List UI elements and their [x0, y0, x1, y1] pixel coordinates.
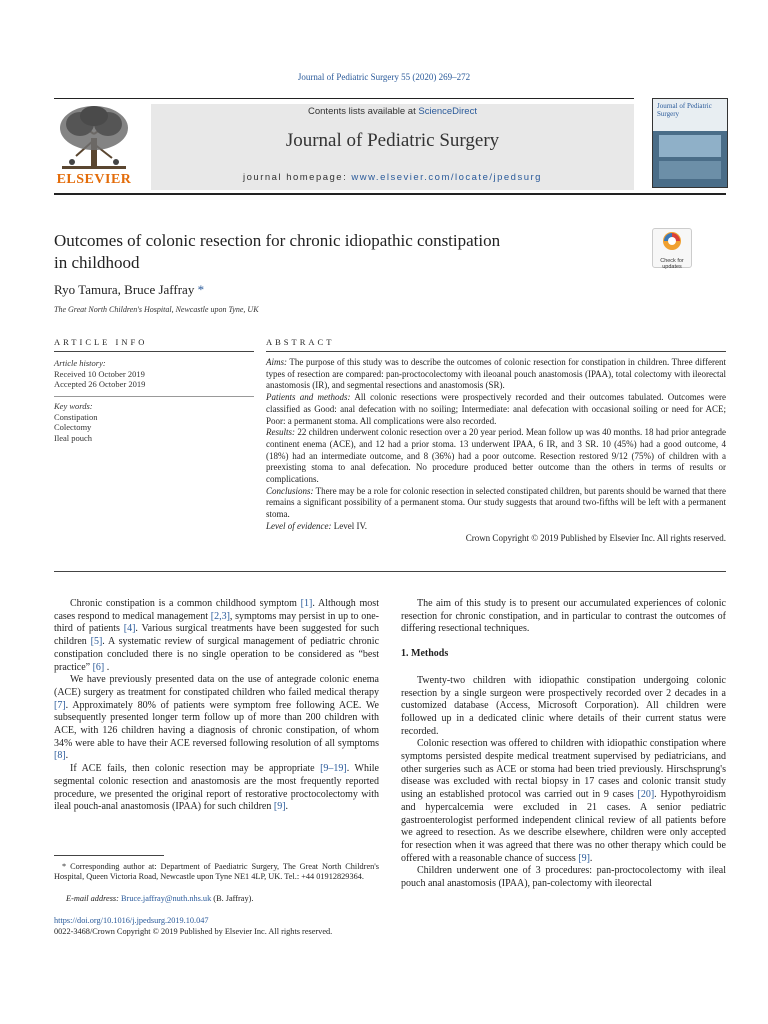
received-date: Received 10 October 2019 [54, 368, 145, 379]
abstract-conclusions: Conclusions: There may be a role for colonic resection in selected constipated children, but parents should be warned that there remains a significant possibility of a permanent stoma. Our study suggests that around two-fifths will be left with a permanent stoma. [266, 485, 727, 520]
journal-homepage: journal homepage: www.elsevier.com/locate/jpedsurg [243, 172, 542, 183]
title-line-1: Outcomes of colonic resection for chronic idiopathic constipation [54, 231, 501, 250]
header-top-rule [54, 98, 634, 99]
ref-link[interactable]: [9] [578, 852, 590, 864]
elsevier-wordmark: ELSEVIER [56, 172, 132, 187]
intro-paragraph-3: If ACE fails, then colonic resection may be appropriate [9–19]. While segmental colonic resection and anastomosis are the most frequently reported procedure, we presented the original report of restorative proctocolectomy with ileal pouch-anal anastomosis (IPAA) for such children [9]. [54, 763, 379, 813]
contents-available: Contents lists available at ScienceDirect [308, 106, 477, 117]
footnote-rule [54, 855, 164, 856]
keyword: Colectomy [54, 422, 92, 432]
ref-link[interactable]: [4] [123, 623, 136, 635]
abstract-bottom-rule [54, 571, 726, 572]
abstract-heading: ABSTRACT [266, 337, 335, 347]
ref-link[interactable]: [20] [637, 789, 655, 801]
methods-heading: 1. Methods [401, 648, 449, 660]
article-info-rule [54, 351, 254, 352]
affiliation: The Great North Children's Hospital, Newcastle upon Tyne, UK [54, 305, 259, 314]
journal-homepage-link[interactable]: www.elsevier.com/locate/jpedsurg [351, 172, 542, 183]
header-bottom-rule [54, 193, 726, 195]
abstract-body [266, 357, 726, 544]
keyword: Constipation [54, 411, 98, 422]
keyword: Ileal pouch [54, 432, 92, 443]
abstract-results: Results: 22 children underwent colonic resection over a 20 year period. Mean follow up was 40 months. 18 had prior antegrade continent enema (ACE), and 12 had a prior stoma. 13 underwent IPAA, 6 IR, and 3 SR. 10 (45%) had a good outcome, 4 (18%) had an intermediate outcome, and 8 (36%) had a poor outcome. Resection restored 9/12 (75%) of children with a preexisting stoma to anal defecation. No procedure produced better outcome than the others in terms of results or complications. [266, 427, 727, 485]
article-history [54, 358, 254, 390]
ref-link[interactable]: [7] [54, 699, 66, 711]
check-for-updates-badge[interactable] [652, 228, 692, 268]
crossmark-label: Check for updates [660, 258, 684, 270]
history-label: Article history: [54, 358, 106, 368]
ref-link[interactable]: [5] [90, 636, 103, 648]
abstract-methods: Patients and methods: All colonic resections were prospectively recorded and their outcomes tabulated. Outcomes were classified as Good: anal defecation with no soiling; Intermediate: anal defecation with occasional soiling or need for ACE; Poor: a permanent stoma. All complications were also recorded. [266, 392, 726, 426]
body-right-column [401, 598, 726, 891]
journal-cover-image[interactable] [652, 98, 728, 188]
journal-citation[interactable]: Journal of Pediatric Surgery 55 (2020) 269–272 [297, 72, 471, 82]
author-email-link[interactable]: Bruce.jaffray@nuth.nhs.uk [121, 894, 212, 903]
body-left-column [54, 598, 379, 814]
cover-title: Journal of Pediatric Surgery [653, 99, 727, 131]
doi [54, 916, 209, 926]
corresponding-author-mark[interactable]: * [197, 282, 205, 297]
author-list: Ryo Tamura, Bruce Jaffray * [54, 282, 205, 297]
ref-link[interactable]: [8] [54, 750, 66, 762]
crossmark-icon [653, 229, 691, 253]
info-divider [54, 396, 254, 397]
title-line-2: in childhood [54, 253, 140, 272]
methods-paragraph-1: Twenty-two children with idiopathic constipation undergoing colonic resection by a single surgeon were prospectively recorded over 2 decades in a customized database (Access, Microsoft Corporation). All children were followed up in a dedicated clinic where details of their current status were recorded. [401, 674, 726, 737]
cover-photo [659, 135, 721, 157]
abstract-level: Level of evidence: Level IV. [266, 520, 368, 531]
keywords [54, 401, 254, 443]
methods-paragraph-2: Colonic resection was offered to children with idiopathic constipation where symptoms persisted despite medical treatment supervised by pediatricians, and other surgeries such as ACE or stoma had been tried previously. Hirschsprung's disease was excluded with rectal biopsy in 17 cases and colonic transit study using an established protocol was carried out in 9 cases [20]. Hypothyroidism and hypercalcemia were excluded in 21 cases. A senior pediatric gastroenterologist performed independent clinical review of all patients before we agreed to resection. As we describe elsewhere, children were only accepted for resection when it was agreed that there was no other therapy which could be offered with a reasonable chance of success [9]. [401, 738, 726, 864]
article-title [54, 230, 614, 274]
journal-title: Journal of Pediatric Surgery [285, 130, 500, 151]
ref-link[interactable]: [2,3] [210, 610, 230, 622]
email-note: E-mail address: Bruce.jaffray@nuth.nhs.uk (B. Jaffray). [66, 894, 254, 903]
intro-paragraph-1: Chronic constipation is a common childhood symptom [1]. Although most cases respond to medical management [2,3], symptoms may persist in up to one-third of patients [4]. Various surgical treatments have been suggested for such children [5]. A systematic review of surgical management of pediatric chronic constipation concluded there is no single operation to be considered as “best practice” [6] . [54, 598, 380, 673]
ref-link[interactable]: [6] [92, 661, 105, 673]
ref-link[interactable]: [9] [273, 801, 286, 813]
ref-link[interactable]: [1] [300, 598, 313, 609]
abstract-rule [266, 351, 726, 352]
cover-photo-2 [659, 161, 721, 179]
article-info-heading: ARTICLE INFO [54, 337, 148, 347]
methods-paragraph-3: Children underwent one of 3 procedures: pan-proctocolectomy with ileal pouch anal anastomosis (IPAA), pan-colectomy with ileorectal [401, 865, 726, 890]
accepted-date: Accepted 26 October 2019 [54, 379, 146, 389]
abstract-aims: Aims: The purpose of this study was to describe the outcomes of colonic resection for constipation in children. Three different types of resection are compared: pan-proctocolectomy with ileoanal pouch anastomosis (IPAA), total colectomy with ileorectal anastomosis (IR), and segmental resections and anastomosis (SR). [266, 357, 727, 391]
keywords-label: Key words: [54, 401, 93, 411]
aim-paragraph: The aim of this study is to present our accumulated experiences of colonic resection for chronic constipation, and in particular to contrast the outcomes of differing resectional techniques. [401, 598, 726, 635]
ref-link[interactable]: [9–19] [320, 763, 347, 775]
issn-copyright: 0022-3468/Crown Copyright © 2019 Published by Elsevier Inc. All rights reserved. [54, 927, 333, 936]
abstract-copyright: Crown Copyright © 2019 Published by Elsevier Inc. All rights reserved. [465, 532, 726, 543]
sciencedirect-link[interactable]: ScienceDirect [418, 106, 477, 117]
doi-link[interactable]: https://doi.org/10.1016/j.jpedsurg.2019.10.047 [54, 916, 209, 925]
corresponding-author-note: * Corresponding author at: Department of Paediatric Surgery, The Great North Children's Hospital, Queen Victoria Road, Newcastle upon Tyne NE1 4LP, UK. Tel.: +44 01912829364. [54, 862, 379, 882]
intro-paragraph-2: We have previously presented data on the use of antegrade colonic enema (ACE) surgery as treatment for constipated children who failed medical therapy [7]. Approximately 80% of patients were symptom free following ACE. We subsequently presented longer term follow up of more than 200 children with ACE, with 126 children having a diagnosis of chronic constipation, of whom 34% were able to have their ACE reversed following resolution of all symptoms [8]. [54, 674, 379, 762]
